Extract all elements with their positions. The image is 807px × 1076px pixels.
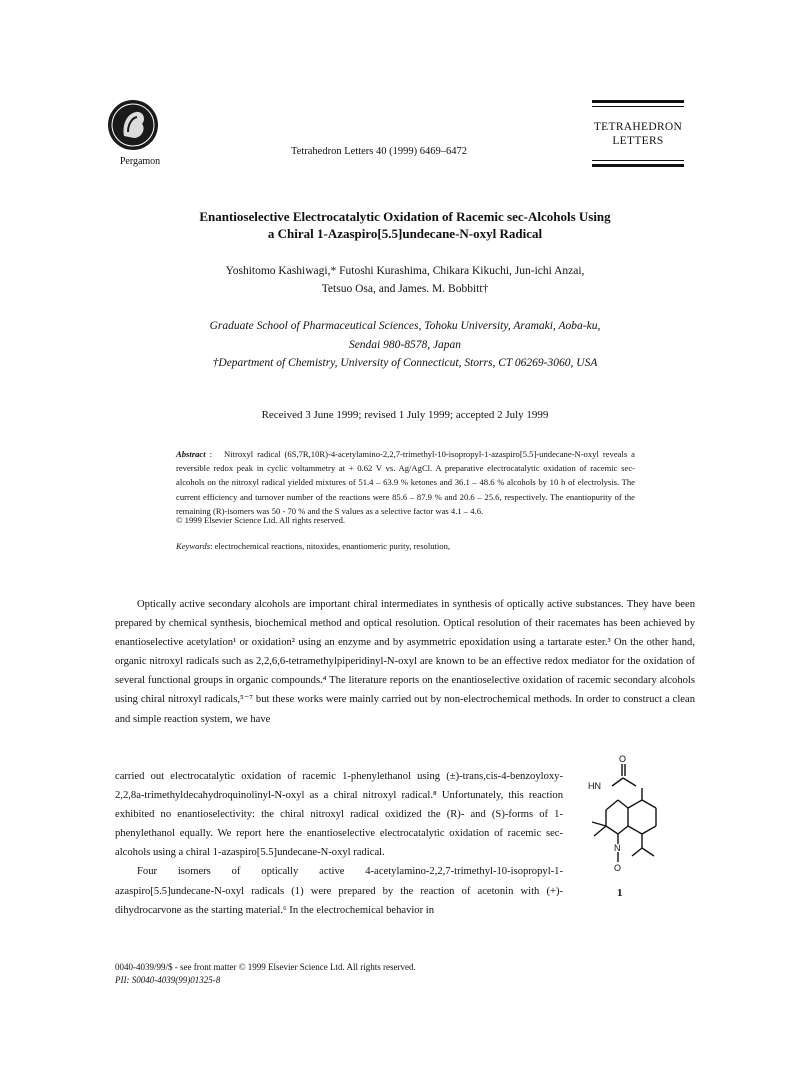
affiliations: [170, 317, 640, 373]
body-narrow-column: [115, 767, 563, 920]
body-paragraph-1: Optically active secondary alcohols are important chiral intermediates in synthesis of optically active substances. They have been prepared by chemical synthesis, biochemical method and optical resolution. Optical resolution of their racemates has been achieved by enantioselective acetylation¹ or oxidation² using an enzyme and by asymmetric epoxidation using a tartarate ester.³ On the other hand, organic nitroxyl radicals such as 2,2,6,6-tetramethylpiperidinyl-N-oxyl are known to be an effective redox mediator for the oxidation of several functional groups in organic compounds.⁴ The literature reports on the enantioselective oxidation of racemic secondary alcohols using chiral nitroxyl radicals,⁵⁻⁷ but these works were mainly carried out by non-electrochemical methods. In order to construct a clean and simple reaction system, we have: [115, 599, 695, 725]
journal-citation: Tetrahedron Letters 40 (1999) 6469–6472: [291, 146, 467, 157]
author-list: [180, 262, 630, 298]
affiliation-line3: †Department of Chemistry, University of Connecticut, Storrs, CT 06269-3060, USA: [212, 357, 598, 369]
carbonyl-o-label: O: [619, 754, 627, 764]
header-rule-bottom: [592, 164, 684, 167]
header-rule-bottom-thin: [592, 160, 684, 161]
publisher-name: Pergamon: [119, 156, 161, 167]
abstract-text: Nitroxyl radical (6S,7R,10R)-4-acetylamino-2,2,7-trimethyl-10-isopropyl-1-azaspiro[5.5]-undecane-N-oxyl reveals a reversible redox peak in cyclic voltammetry at + 0.62 V vs. Ag/AgCl. A preparative electrocatalytic oxidation of racemic sec-alcohols on the nitroxyl radical yielded mixtures of 51.4 – 63.9 % ketones and 36.1 – 48.6 % alcohols by 10 h of electrolysis. The current efficiency and turnover number of the reactions were 85.6 – 87.9 % and 20.6 – 25.6, respectively. The enantiopurity of the remaining (R)-isomers was 50 - 70 % and the S values as a selective factor was 4.1 – 4.6.: [176, 449, 635, 516]
body-paragraph-2: Four isomers of optically active 4-acetylamino-2,2,7-trimethyl-10-isopropyl-1-azaspiro[5.5]undecane-N-oxyl radicals (1) were prepared by the reaction of acetonin with (+)-dihydrocarvone as the starting material.⁶ In the electrochemical behavior in: [115, 866, 563, 916]
abstract-label: Abstract: [176, 449, 206, 459]
abstract: Abstract : Nitroxyl radical (6S,7R,10R)-4-acetylamino-2,2,7-trimethyl-10-isopropyl-1-azaspiro[5.5]-undecane-N-oxyl reveals a reversible redox peak in cyclic voltammetry at + 0.62 V vs. Ag/AgCl. A preparative electrocatalytic oxidation of racemic sec-alcohols on the nitroxyl radical yielded mixtures of 51.4 – 63.9 % ketones and 36.1 – 48.6 % alcohols by 10 h of electrolysis. The current efficiency and turnover number of the reactions were 85.6 – 87.9 % and 20.6 – 25.6, respectively. The enantiopurity of the remaining (R)-isomers was 50 - 70 % and the S values as a selective factor was 4.1 – 4.6.: [176, 449, 635, 516]
n-label: N: [614, 843, 621, 853]
abstract-copyright: © 1999 Elsevier Science Ltd. All rights reserved.: [176, 515, 346, 525]
journal-name-line2: LETTERS: [612, 135, 664, 147]
header-rule-top: [592, 100, 684, 103]
keywords-text: : electrochemical reactions, nitoxides, enantiomeric purity, resolution,: [210, 541, 451, 551]
affiliation-line1: Graduate School of Pharmaceutical Sciences, Tohoku University, Aramaki, Aoba-ku,: [209, 320, 601, 332]
journal-name: [592, 120, 684, 148]
header-rule-top-thin: [592, 106, 684, 107]
authors-line2: Tetsuo Osa, and James. M. Bobbitt†: [321, 283, 489, 295]
journal-name-line1: TETRAHEDRON: [593, 121, 683, 133]
footer-line2: PII: S0040-4039(99)01325-8: [115, 975, 221, 985]
publisher-logo: [106, 98, 160, 152]
footer-line1: 0040-4039/99/$ - see front matter © 1999 Elsevier Science Ltd. All rights reserved.: [115, 962, 416, 972]
body-paragraph-1-cont: carried out electrocatalytic oxidation of racemic 1-phenylethanol using (±)-trans,cis-4-benzoyloxy-2,2,8a-trimethyldecahydroquinolinyl-N-oxyl as a chiral nitroxyl radical.⁸ Unfortunately, this reaction exhibited no enantioselectivity: the chiral nitroxyl radical oxidized the (R)- and (S)-forms of 1-phenylethanol equally. We report here the enantioselective electrocatalytic oxidation of racemic sec-alcohols using a chiral 1-azaspiro[5.5]undecane-N-oxyl radical.: [115, 771, 563, 859]
footer: [115, 961, 416, 987]
keywords: [176, 541, 450, 551]
title-line2: a Chiral 1-Azaspiro[5.5]undecane-N-oxyl Radical: [267, 226, 543, 241]
received-dates: Received 3 June 1999; revised 1 July 1999; accepted 2 July 1999: [261, 409, 549, 421]
keywords-label: Keywords: [176, 541, 211, 551]
compound-number: 1: [617, 887, 623, 899]
title-line1: Enantioselective Electrocatalytic Oxidation of Racemic sec-Alcohols Using: [199, 209, 611, 224]
article-title: [150, 208, 660, 242]
oxyl-o-label: O: [614, 863, 622, 873]
hn-label: HN: [588, 781, 601, 791]
authors-line1: Yoshitomo Kashiwagi,* Futoshi Kurashima, Chikara Kikuchi, Jun-ichi Anzai,: [225, 265, 585, 277]
affiliation-line2: Sendai 980-8578, Japan: [348, 338, 462, 351]
compound-1-structure: [580, 752, 690, 892]
